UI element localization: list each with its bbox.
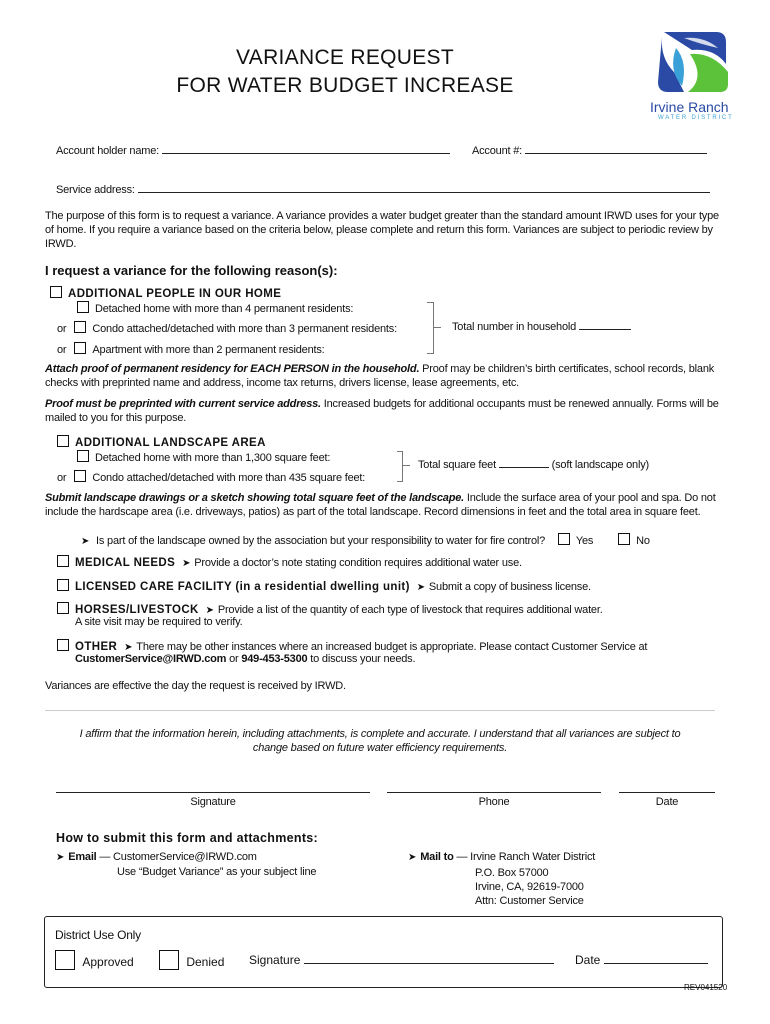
approved-label: Approved xyxy=(82,955,134,969)
no-label: No xyxy=(636,535,650,547)
intro-paragraph: The purpose of this form is to request a variance. A variance provides a water budget greater than the standard amount IRWD uses for your type of home. If you require a variance based on the criteria below, please complete and return this form. Variances are subject to periodic review by IRWD. xyxy=(45,210,719,250)
arrow-icon: ➤ xyxy=(416,582,425,593)
arrow-icon: ➤ xyxy=(205,605,214,616)
customer-service-email[interactable]: CustomerService@IRWD.com xyxy=(75,653,227,665)
title-line-2: FOR WATER BUDGET INCREASE xyxy=(176,74,514,97)
email-note: Use “Budget Variance” as your subject line xyxy=(117,866,317,878)
other-heading: OTHER xyxy=(75,641,118,653)
mail-line-1: — Irvine Ranch Water District xyxy=(453,851,596,863)
other-or: or xyxy=(226,653,242,665)
home-option-2-label: Condo attached/detached with more than 3 permanent residents: xyxy=(92,323,397,335)
account-number-label: Account #: xyxy=(472,145,522,157)
household-total-label: Total number in household xyxy=(452,321,577,333)
denied-checkbox[interactable] xyxy=(159,950,179,970)
account-holder-input[interactable] xyxy=(162,153,450,154)
page-title xyxy=(0,44,690,100)
district-signature-field[interactable] xyxy=(249,953,554,967)
other-section[interactable] xyxy=(57,639,647,653)
service-address-field[interactable] xyxy=(56,184,710,196)
revision-code: REV041520 xyxy=(684,983,728,992)
title-line-1: VARIANCE REQUEST xyxy=(236,46,454,69)
licensed-care-heading: LICENSED CARE FACILITY (in a residential dwelling unit) xyxy=(75,581,410,593)
district-signature-label: Signature xyxy=(249,953,301,967)
home-option-1-label: Detached home with more than 4 permanent residents: xyxy=(95,303,354,315)
arrow-icon: ➤ xyxy=(182,558,191,569)
proof-preprinted-paragraph xyxy=(45,397,727,425)
proof-preprinted-text: Increased budgets for additional occupants must be renewed annually. Forms will be mailed to you for this purpose. xyxy=(45,398,719,424)
household-total-input[interactable] xyxy=(579,329,631,330)
home-bracket xyxy=(427,302,434,354)
landscape-bracket xyxy=(397,451,403,482)
landscape-option-2-label: Condo attached/detached with more than 435 square feet: xyxy=(92,472,366,484)
landscape-option-2[interactable] xyxy=(57,470,365,484)
landscape-checkbox[interactable] xyxy=(57,435,69,447)
square-feet-input[interactable] xyxy=(499,467,549,468)
landscape-bracket-tick xyxy=(402,465,410,466)
licensed-care-section[interactable] xyxy=(57,579,591,593)
home-heading: ADDITIONAL PEOPLE IN OUR HOME xyxy=(68,288,282,300)
submit-mail xyxy=(408,851,595,863)
other-text: There may be other instances where an increased budget is appropriate. Please contact Customer Service at xyxy=(136,641,648,653)
account-holder-label: Account holder name: xyxy=(56,145,160,157)
arrow-icon: ➤ xyxy=(81,536,90,547)
effective-note: Variances are effective the day the request is received by IRWD. xyxy=(45,680,346,692)
home-option-3[interactable] xyxy=(57,342,325,356)
arrow-icon: ➤ xyxy=(408,852,417,863)
phone-label: Phone xyxy=(478,796,510,808)
email-address[interactable]: — CustomerService@IRWD.com xyxy=(96,851,257,863)
signature-label: Signature xyxy=(190,796,236,808)
account-number-input[interactable] xyxy=(525,153,707,154)
home-option-1[interactable] xyxy=(77,301,353,315)
submit-heading: How to submit this form and attachments: xyxy=(56,831,319,845)
district-use-title: District Use Only xyxy=(55,928,141,942)
other-end: to discuss your needs. xyxy=(307,653,416,665)
affirmation xyxy=(45,727,715,755)
district-date-input[interactable] xyxy=(604,963,708,964)
licensed-care-text: Submit a copy of business license. xyxy=(428,581,591,593)
home-checkbox[interactable] xyxy=(50,286,62,298)
square-feet-suffix: (soft landscape only) xyxy=(551,459,649,471)
home-bracket-tick xyxy=(433,327,441,328)
attach-proof-bold: Attach proof of permanent residency for EACH PERSON in the household. xyxy=(45,363,420,375)
submit-landscape-paragraph xyxy=(45,491,727,519)
square-feet-field[interactable] xyxy=(418,459,649,471)
logo-subtitle: WATER DISTRICT xyxy=(658,115,734,121)
yes-checkbox[interactable] xyxy=(558,533,570,545)
other-checkbox[interactable] xyxy=(57,639,69,651)
approved-option[interactable] xyxy=(55,950,134,970)
district-use-box xyxy=(44,916,723,988)
submit-landscape-bold: Submit landscape drawings or a sketch showing total square feet of the landscape. xyxy=(45,492,465,504)
approved-checkbox[interactable] xyxy=(55,950,75,970)
yes-label: Yes xyxy=(575,535,594,547)
affirmation-line-1: I affirm that the information herein, including attachments, is complete and accurate. I understand that all variances are subject to xyxy=(79,728,681,740)
landscape-option-2-checkbox[interactable] xyxy=(74,470,86,482)
landscape-option-1-checkbox[interactable] xyxy=(77,450,89,462)
landscape-option-1-label: Detached home with more than 1,300 square feet: xyxy=(95,452,331,464)
affirmation-line-2: change based on future water efficiency requirements. xyxy=(252,742,508,754)
arrow-icon: ➤ xyxy=(124,642,133,653)
horses-heading: HORSES/LIVESTOCK xyxy=(75,604,199,616)
fire-control-text: Is part of the landscape owned by the association but your responsibility to water for fire control? xyxy=(96,535,546,547)
household-total-field[interactable] xyxy=(452,321,631,333)
home-option-2[interactable] xyxy=(57,321,397,335)
account-holder-field[interactable] xyxy=(56,145,450,157)
logo-name: Irvine Ranch xyxy=(650,99,729,115)
horses-text: Provide a list of the quantity of each type of livestock that requires additional water. xyxy=(217,604,603,616)
mail-line-3: Irvine, CA, 92619-7000 xyxy=(475,881,584,893)
medical-section[interactable] xyxy=(57,555,522,569)
submit-email xyxy=(56,851,257,863)
licensed-care-checkbox[interactable] xyxy=(57,579,69,591)
square-feet-label: Total square feet xyxy=(418,459,496,471)
mail-address xyxy=(475,866,584,908)
district-date-field[interactable] xyxy=(575,953,708,967)
section-divider xyxy=(45,710,715,711)
service-address-input[interactable] xyxy=(138,192,710,193)
no-checkbox[interactable] xyxy=(618,533,630,545)
horses-checkbox[interactable] xyxy=(57,602,69,614)
email-label: Email xyxy=(68,851,97,863)
date-line[interactable] xyxy=(619,792,715,793)
logo-mark-icon xyxy=(654,28,734,96)
arrow-icon: ➤ xyxy=(56,852,65,863)
fire-control-question xyxy=(77,533,650,547)
other-contact xyxy=(75,653,415,665)
irwd-logo xyxy=(650,28,740,120)
medical-checkbox[interactable] xyxy=(57,555,69,567)
landscape-section[interactable] xyxy=(57,433,266,451)
attach-proof-paragraph xyxy=(45,362,727,390)
medical-text: Provide a doctor’s note stating condition requires additional water use. xyxy=(194,557,522,569)
or-label: or xyxy=(57,323,67,335)
signature-line[interactable] xyxy=(56,792,370,793)
proof-preprinted-bold: Proof must be preprinted with current service address. xyxy=(45,398,321,410)
mail-label: Mail to xyxy=(420,851,454,863)
landscape-heading: ADDITIONAL LANDSCAPE AREA xyxy=(75,437,266,449)
attach-proof-text: Proof may be children’s birth certificates, school records, blank checks with preprinted name and address, income tax returns, drivers license, lease agreements, etc. xyxy=(45,363,715,389)
home-option-2-checkbox[interactable] xyxy=(74,321,86,333)
landscape-option-1[interactable] xyxy=(77,450,330,464)
medical-heading: MEDICAL NEEDS xyxy=(75,557,176,569)
district-signature-input[interactable] xyxy=(304,963,554,964)
denied-label: Denied xyxy=(186,955,225,969)
service-address-label: Service address: xyxy=(56,184,135,196)
mail-line-4: Attn: Customer Service xyxy=(475,895,584,907)
home-option-3-checkbox[interactable] xyxy=(74,342,86,354)
date-label: Date xyxy=(655,796,679,808)
horses-site-visit: A site visit may be required to verify. xyxy=(75,616,243,628)
reasons-heading: I request a variance for the following reason(s): xyxy=(45,263,338,278)
home-option-1-checkbox[interactable] xyxy=(77,301,89,313)
horses-section[interactable] xyxy=(57,602,603,616)
or-label: or xyxy=(57,344,67,356)
home-option-3-label: Apartment with more than 2 permanent residents: xyxy=(92,344,325,356)
district-date-label: Date xyxy=(575,953,601,967)
customer-service-phone[interactable]: 949-453-5300 xyxy=(241,653,308,665)
phone-line[interactable] xyxy=(387,792,601,793)
or-label: or xyxy=(57,472,67,484)
submit-landscape-text: Include the surface area of your pool and spa. Do not include the hardscape area (i.e. driveways, patios) as part of the total landscape. Record dimensions in feet and the total area in square feet. xyxy=(45,492,716,518)
home-section[interactable] xyxy=(50,284,281,302)
account-number-field[interactable] xyxy=(472,145,707,157)
mail-line-2: P.O. Box 57000 xyxy=(475,867,549,879)
denied-option[interactable] xyxy=(159,950,224,970)
